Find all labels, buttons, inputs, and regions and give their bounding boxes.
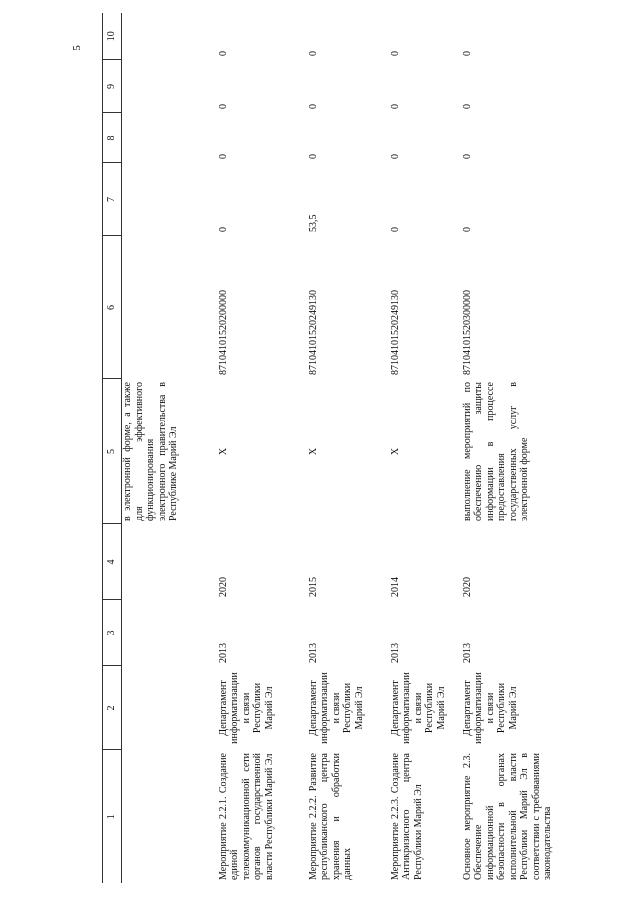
column-header-3: 3 — [103, 600, 122, 666]
value-col8: 0 — [461, 154, 473, 159]
expected-result: X — [217, 447, 229, 456]
end-year: 2020 — [217, 577, 229, 597]
continuation-result-text: в электронной форме, а также для эффективного функционирования электронного правительства в Республике Марий Эл — [122, 382, 179, 521]
column-header-4: 4 — [103, 524, 122, 600]
value-col10: 0 — [307, 51, 319, 56]
budget-code: 87104101520249130 — [307, 290, 319, 375]
value-col7: 0 — [389, 227, 401, 232]
column-header-7: 7 — [103, 163, 122, 236]
value-col10: 0 — [217, 51, 229, 56]
end-year: 2020 — [461, 577, 473, 597]
value-col9: 0 — [217, 104, 229, 109]
value-col9: 0 — [389, 104, 401, 109]
continuation-row — [122, 13, 216, 883]
start-year: 2013 — [217, 643, 229, 663]
column-header-5: 5 — [103, 379, 122, 524]
column-header-1: 1 — [103, 750, 122, 883]
value-col7: 0 — [217, 227, 229, 232]
measure-name: Мероприятие 2.2.1. Создание единой телекоммуникационной сети органов государственной власти Республики Марий Эл — [217, 753, 275, 880]
executor: Департамент информатизации и связи Республики Марий Эл — [307, 672, 365, 744]
measure-name: Мероприятие 2.2.3. Создание Антикризисного центра Республики Марий Эл — [389, 753, 424, 880]
table-cell — [122, 600, 216, 666]
column-header-8: 8 — [103, 113, 122, 163]
table-cell — [122, 666, 216, 750]
value-col10: 0 — [461, 51, 473, 56]
start-year: 2013 — [389, 643, 401, 663]
table-cell — [122, 750, 216, 883]
measure-name: Основное мероприятие 2.3. Обеспечение информационной безопасности в органах исполнительной власти Республики Марий Эл в соответствии с требованиями законодательства — [461, 753, 553, 880]
value-col9: 0 — [307, 104, 319, 109]
value-col10: 0 — [389, 51, 401, 56]
end-year: 2015 — [307, 577, 319, 597]
table-cell — [122, 163, 216, 236]
page-number: 5 — [71, 45, 83, 51]
executor: Департамент информатизации и связи Республики Марий Эл — [389, 672, 447, 744]
table-cell — [122, 113, 216, 163]
program-table-wrapper — [102, 13, 572, 883]
table-cell — [122, 524, 216, 600]
program-table — [102, 13, 580, 883]
expected-result: выполнение мероприятий по обеспечению защиты информации в процессе предоставления государственных услуг в электронной форме — [461, 382, 530, 521]
value-col7: 53,5 — [307, 214, 319, 232]
executor: Департамент информатизации и связи Республики Марий Эл — [461, 672, 519, 744]
value-col8: 0 — [217, 154, 229, 159]
measure-name: Мероприятие 2.2.2. Развитие республиканского центра хранения и обработки данных — [307, 753, 353, 880]
value-col8: 0 — [389, 154, 401, 159]
column-header-9: 9 — [103, 60, 122, 113]
end-year: 2014 — [389, 577, 401, 597]
budget-code: 87104101520300000 — [461, 290, 473, 375]
column-header-2: 2 — [103, 666, 122, 750]
start-year: 2013 — [307, 643, 319, 663]
table-row — [216, 13, 306, 883]
budget-code: 87104101520249130 — [389, 290, 401, 375]
expected-result: X — [307, 447, 319, 456]
value-col7: 0 — [461, 227, 473, 232]
expected-result: X — [389, 447, 401, 456]
table-cell — [122, 13, 216, 60]
header-row — [103, 13, 122, 883]
budget-code: 87104101520200000 — [217, 290, 229, 375]
table-row — [460, 13, 580, 883]
table-row — [306, 13, 388, 883]
value-col9: 0 — [461, 104, 473, 109]
column-header-6: 6 — [103, 236, 122, 379]
value-col8: 0 — [307, 154, 319, 159]
table-row — [388, 13, 460, 883]
column-header-10: 10 — [103, 13, 122, 60]
executor: Департамент информатизации и связи Республики Марий Эл — [217, 672, 275, 744]
start-year: 2013 — [461, 643, 473, 663]
table-cell — [122, 236, 216, 379]
table-cell — [122, 60, 216, 113]
